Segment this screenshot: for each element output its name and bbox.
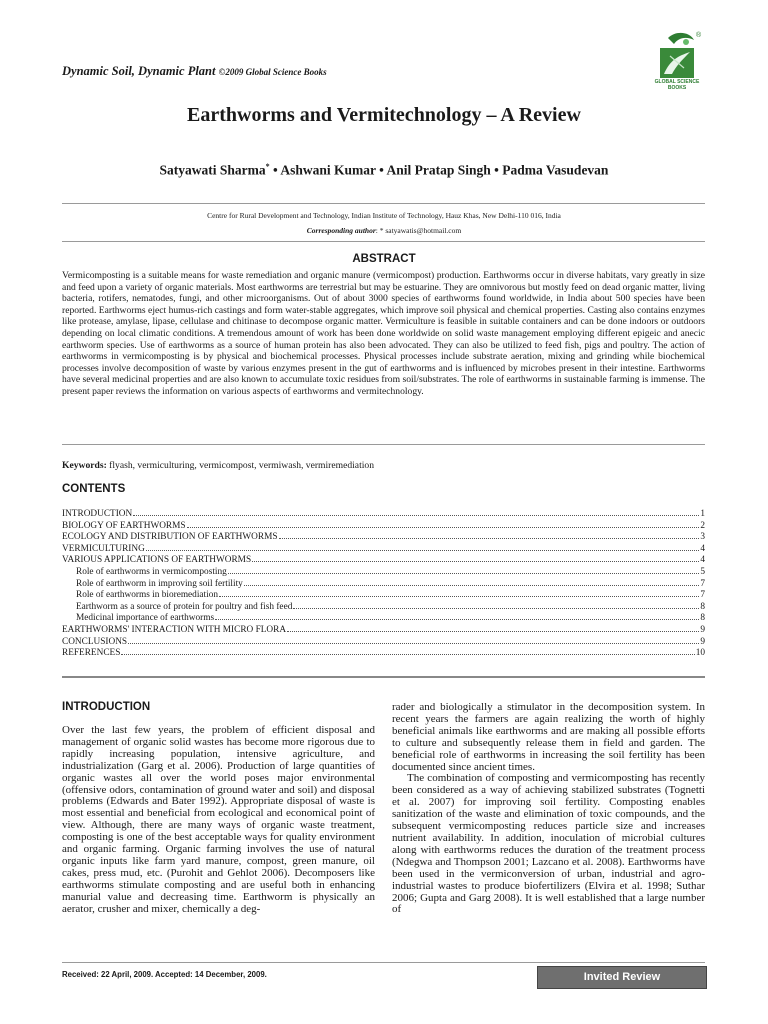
divider bbox=[62, 676, 705, 678]
paragraph: rader and biologically a stimulator in the decomposition system. In recent years the farmers are again realizing the worth of highly beneficial animals like earthworms and are making all possible efforts to culture and subsequently release them in field and garden. The beneficial role of earthworms in increasing the soil fertility has been documented since ancient times. bbox=[392, 701, 705, 773]
introduction-heading: INTRODUCTION bbox=[62, 701, 151, 713]
toc-subitem[interactable] bbox=[62, 611, 705, 623]
toc-subitem[interactable] bbox=[62, 565, 705, 577]
toc-page: 4 bbox=[700, 543, 705, 554]
registered-mark: ® bbox=[696, 32, 702, 39]
toc-label: INTRODUCTION bbox=[62, 509, 133, 519]
corresponding-mark: * bbox=[265, 162, 270, 171]
logo-text-2: BOOKS bbox=[667, 85, 687, 91]
footer-divider bbox=[62, 962, 705, 963]
toc-page: 7 bbox=[700, 590, 705, 600]
toc-label: Role of earthworms in vermicomposting bbox=[76, 566, 227, 577]
publisher-logo bbox=[650, 30, 710, 102]
toc-label: REFERENCES bbox=[62, 648, 121, 658]
toc-subitem[interactable] bbox=[62, 577, 705, 589]
toc-label: Earthworm as a source of protein for poultry and fish feed bbox=[76, 601, 293, 612]
toc-page: 5 bbox=[700, 566, 705, 577]
paper-title: Earthworms and Vermitechnology – A Review bbox=[187, 104, 581, 126]
author-list bbox=[0, 162, 768, 179]
toc-label: VERMICULTURING bbox=[62, 543, 145, 554]
corresponding-label: Corresponding author bbox=[306, 226, 376, 235]
toc-item[interactable] bbox=[62, 507, 705, 519]
toc-item[interactable] bbox=[62, 519, 705, 531]
toc-label: BIOLOGY OF EARTHWORMS bbox=[62, 520, 186, 531]
corresponding-author bbox=[0, 226, 768, 235]
journal-name: Dynamic Soil, Dynamic Plant bbox=[62, 64, 216, 78]
keywords-label: Keywords: bbox=[62, 460, 107, 471]
toc-item[interactable] bbox=[62, 530, 705, 542]
toc-label: VARIOUS APPLICATIONS OF EARTHWORMS bbox=[62, 555, 252, 565]
toc-item[interactable] bbox=[62, 646, 705, 658]
toc-item[interactable] bbox=[62, 553, 705, 565]
toc-page: 3 bbox=[700, 532, 705, 542]
toc-label: Role of earthworms in bioremediation bbox=[76, 590, 218, 600]
paragraph: Over the last few years, the problem of efficient disposal and management of organic solid wastes has become more rigorous due to rapidly increasing population, intensive agriculture, and industrialization (Garg et al. 2006). Production of large quantities of organic wastes all over the world poses major environmental (offensive odors, contamination of ground water and soil) and disposal problems (Edwards and Bater 1992). Appropriate disposal of waste is most essential and beneficial from ecological and economical point of view. Although, there are many ways of organic waste treatment, composting is one of the best acceptable ways for quality environment and organic farming. Organic farming involves the use of natural organic inputs like farm yard manure, compost, green manure, oil cakes, press mud, etc. (Purohit and Gehlot 2006). Decomposers like earthworms stimulate composting and are useful both in enhancing manurial value and decreasing time. Earthworm is physically an aerator, crusher and mixer, chemically a deg- bbox=[62, 724, 375, 915]
toc-label: Medicinal importance of earthworms bbox=[76, 613, 215, 623]
abstract-text: Vermicomposting is a suitable means for waste remediation and organic manure (vermicompost) production. Earthworms occur in diverse habitats, vary greatly in size and feed upon a variety of organic materials. Most earthworms are terrestrial but may be estuarine. They are omnivorous but mostly feed on dead organic matter, living bacteria, rotifers, nematodes, fungi, and other microorganisms. Out of about 3000 species of earthworms found worldwide, in India about 500 species have been reported. Earthworms eject humus-rich castings and form water-stable aggregates, which improve soil physical and chemical properties. Casting also contains enzymes like protease, amylase, lipase, cellulase and chitinase to decompose organic matter. Vermiculture is feasible in suitable containers and can be done indoors or outdoors depending on local climatic conditions. A tremendous amount of work has been done worldwide on solid waste management employing different epigeic and anecic earthworm species. Use of earthworms as a source of human protein has also been advocated. They can also be utilized to feed fish, pigs and poultry. The action of earthworms in vermicomposting is by physical and biochemical processes. Physical processes include substrate aeration, mixing and grinding while biochemical processes involve decomposition of waste by various enzymes present in the gut of earthworms and is influenced by microbes present in their intestine. Earthworms have several medicinal properties and are also known to accumulate toxic residues from soil/substrates. The role of earthworms in sustainable farming is immense. The present paper reviews the information on various aspects of earthworms and vermitechnology. bbox=[62, 270, 705, 397]
keywords-value: flyash, vermiculturing, vermicompost, vermiwash, vermiremediation bbox=[106, 460, 374, 471]
body-column-right bbox=[392, 702, 705, 916]
toc-item[interactable] bbox=[62, 542, 705, 554]
toc-label: ECOLOGY AND DISTRIBUTION OF EARTHWORMS bbox=[62, 532, 278, 542]
toc-label: CONCLUSIONS bbox=[62, 636, 128, 647]
toc-item[interactable] bbox=[62, 623, 705, 635]
toc-label: Role of earthworm in improving soil fertility bbox=[76, 578, 243, 589]
divider bbox=[62, 241, 705, 242]
journal-line bbox=[62, 64, 327, 79]
toc-item[interactable] bbox=[62, 635, 705, 647]
toc-label: EARTHWORMS' INTERACTION WITH MICRO FLORA bbox=[62, 624, 287, 635]
author-rest: • Ashwani Kumar • Anil Pratap Singh • Padma Vasudevan bbox=[269, 162, 609, 178]
corresponding-email: : * satyawatis@hotmail.com bbox=[375, 226, 462, 235]
paragraph: The combination of composting and vermicomposting has recently been considered as a way of achieving stabilized substrates (Tognetti et al. 2007) for improving soil fertility. Composting enables sanitization of the waste and elimination of toxic compounds, and the subsequent vermicomposting reduces particle size and increases nutrient availability. In addition, inoculation of microbial cultures along with earthworms reduces the duration of the treatment process (Ndegwa and Thompson 2001; Lazcano et al. 2008). Earthworms have been used in the vermiconversion of urban, industrial and agro-industrial wastes to produce biofertilizers (Elvira et al. 1998; Suthar 2006; Gupta and Garg 2008). It is well established that a large number of bbox=[392, 772, 705, 916]
contents-heading: CONTENTS bbox=[62, 483, 126, 495]
divider bbox=[62, 203, 705, 204]
logo-text: GLOBAL SCIENCE bbox=[654, 79, 700, 85]
leaf-logo-icon bbox=[650, 30, 710, 102]
toc-page: 8 bbox=[700, 601, 705, 612]
toc-page: 8 bbox=[700, 613, 705, 623]
toc-page: 4 bbox=[700, 555, 705, 565]
received-dates: Received: 22 April, 2009. Accepted: 14 December, 2009. bbox=[62, 970, 267, 979]
affiliation: Centre for Rural Development and Technology, Indian Institute of Technology, Hauz Khas, New Delhi-110 016, India bbox=[207, 211, 561, 220]
toc-page: 10 bbox=[695, 648, 705, 658]
toc-page: 9 bbox=[700, 624, 705, 635]
divider bbox=[62, 444, 705, 445]
toc-page: 1 bbox=[700, 509, 705, 519]
abstract-heading: ABSTRACT bbox=[352, 253, 416, 265]
toc-subitem[interactable] bbox=[62, 588, 705, 600]
toc-page: 2 bbox=[700, 520, 705, 531]
table-of-contents bbox=[62, 507, 705, 658]
invited-review-badge: Invited Review bbox=[537, 966, 707, 989]
journal-copyright: ©2009 Global Science Books bbox=[218, 67, 327, 77]
toc-page: 9 bbox=[700, 636, 705, 647]
toc-page: 7 bbox=[700, 578, 705, 589]
toc-subitem[interactable] bbox=[62, 600, 705, 612]
body-column-left bbox=[62, 725, 375, 916]
keywords bbox=[62, 460, 374, 471]
author-first: Satyawati Sharma bbox=[159, 162, 266, 178]
